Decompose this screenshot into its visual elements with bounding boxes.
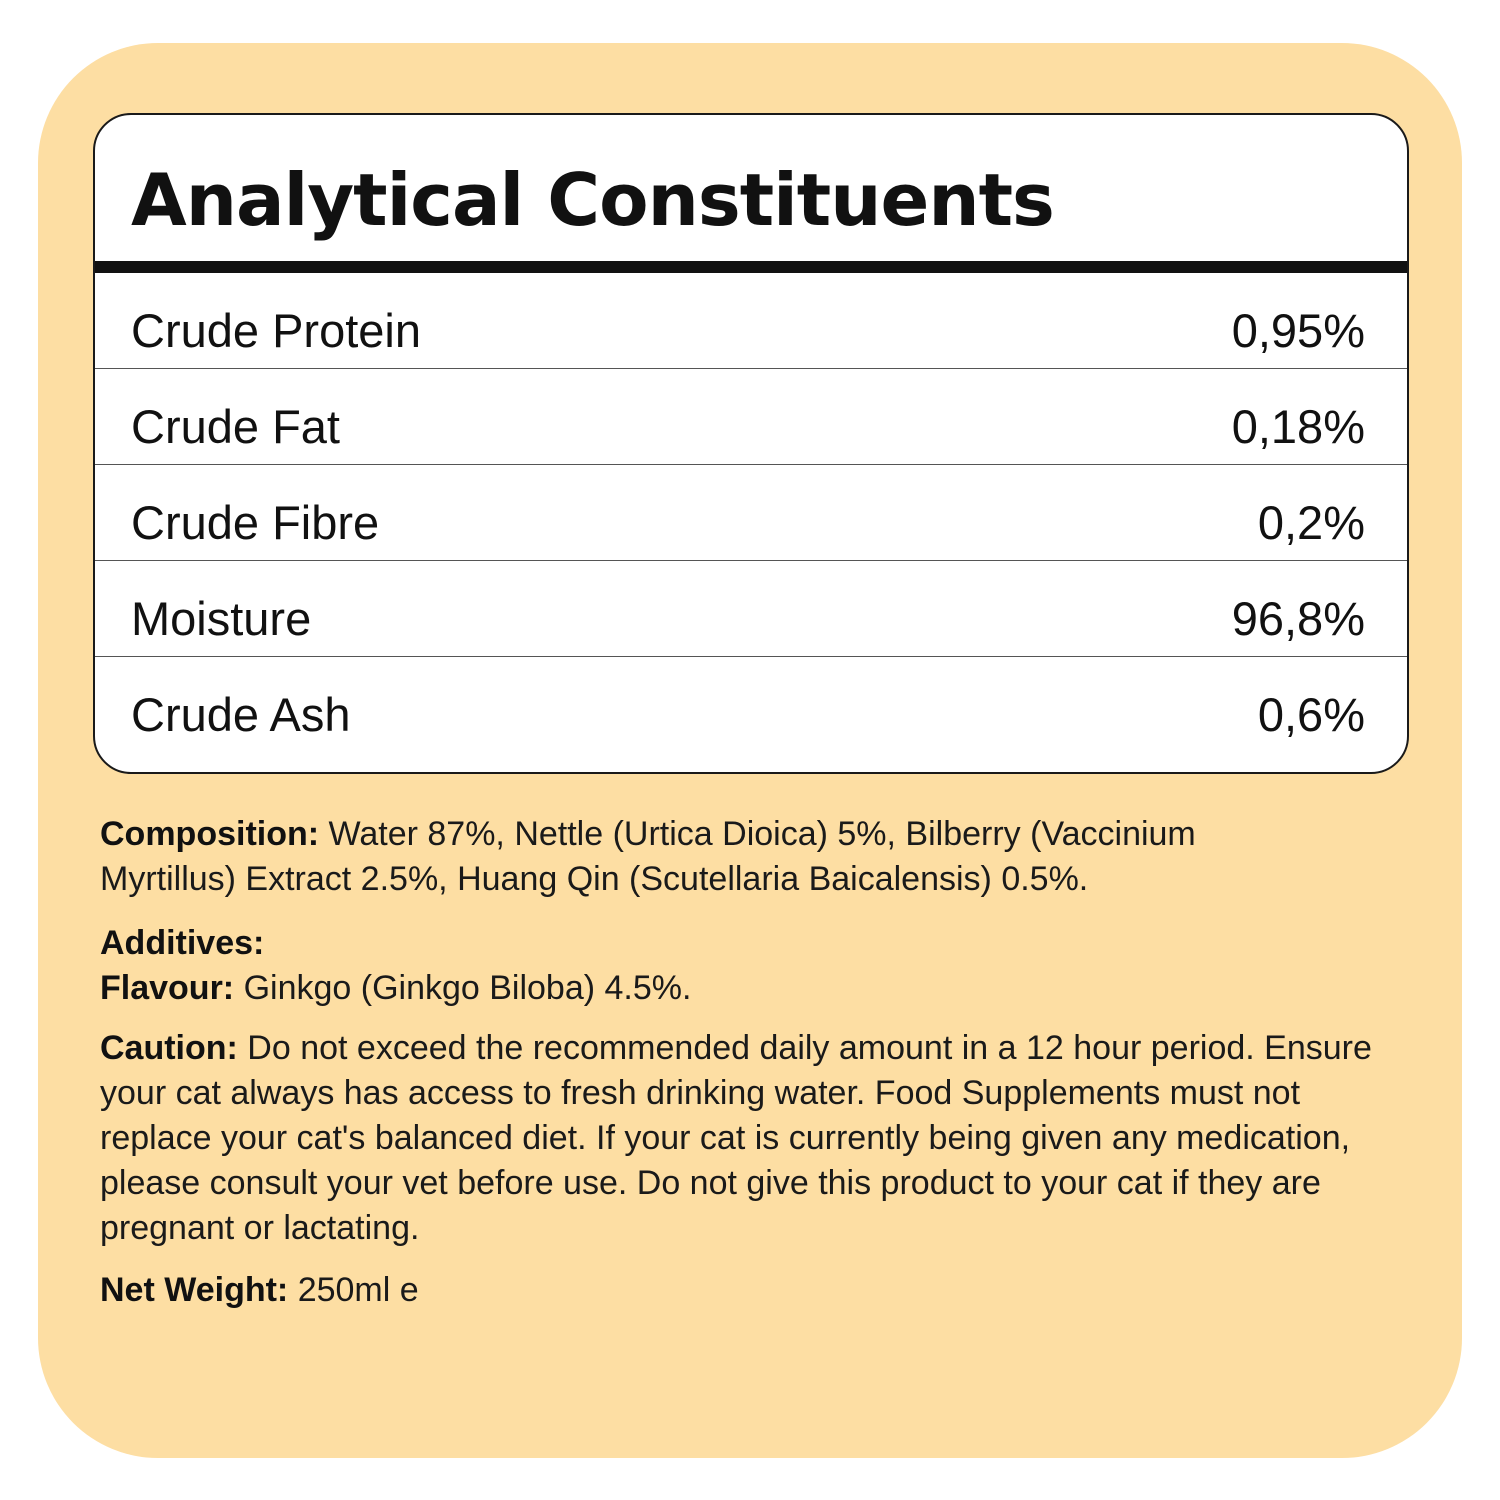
analytical-constituents-table (93, 113, 1409, 774)
net-weight-label: Net Weight: (100, 1271, 289, 1309)
flavour-label: Flavour: (100, 969, 235, 1007)
table-row (95, 465, 1407, 561)
caution-label: Caution: (100, 1029, 238, 1067)
composition-label: Composition: (100, 815, 320, 853)
composition-section (100, 812, 1340, 902)
caution-text: Do not exceed the recommended daily amount in a 12 hour period. Ensure your cat always has access to fresh drinking water. Food Supplements must not replace your cat's balanced diet. If your cat is currently being given any medication, please consult your vet before use. Do not give this product to your cat if they are pregnant or lactating. (100, 1029, 1372, 1247)
row-label: Crude Fat (131, 400, 340, 453)
row-value: 0,18% (1231, 400, 1365, 453)
row-label: Crude Protein (131, 304, 421, 357)
table-title: Analytical Constituents (131, 158, 1054, 242)
row-value: 0,2% (1257, 496, 1365, 549)
net-weight-text: 250ml e (288, 1271, 419, 1309)
row-value: 96,8% (1231, 592, 1365, 645)
title-divider (95, 261, 1407, 273)
net-weight-section (100, 1268, 1400, 1313)
caution-section (100, 1026, 1400, 1251)
composition-text: Water 87%, Nettle (Urtica Dioica) 5%, Bilberry (Vaccinium Myrtillus) Extract 2.5%, Huang Qin (Scutellaria Baicalensis) 0.5%. (100, 815, 1196, 898)
row-label: Crude Ash (131, 688, 351, 741)
additives-label: Additives: (100, 924, 265, 962)
table-row (95, 657, 1407, 753)
row-label: Crude Fibre (131, 496, 380, 549)
table-row (95, 273, 1407, 369)
row-label: Moisture (131, 592, 312, 645)
flavour-text: Ginkgo (Ginkgo Biloba) 4.5%. (234, 969, 692, 1007)
row-value: 0,95% (1231, 304, 1365, 357)
constituent-rows (95, 273, 1407, 753)
table-row (95, 561, 1407, 657)
table-row (95, 369, 1407, 465)
additives-section (100, 921, 1400, 1011)
row-value: 0,6% (1257, 688, 1365, 741)
